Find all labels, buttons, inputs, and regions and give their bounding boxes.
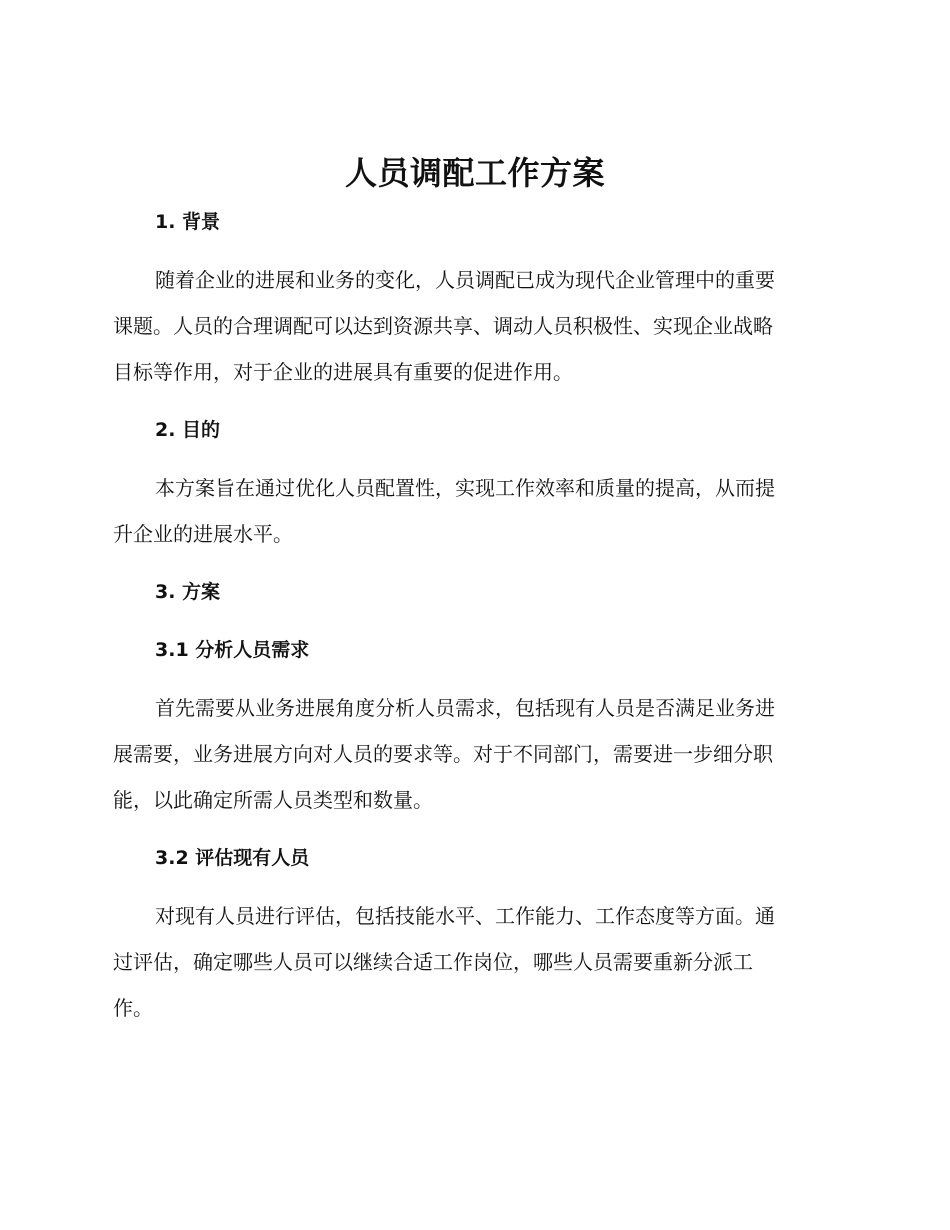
- paragraph-line: 展需要，业务进展方向对人员的要求等。对于不同部门，需要进一步细分职: [113, 742, 773, 766]
- paragraph-line: 能，以此确定所需人员类型和数量。: [113, 788, 433, 812]
- paragraph-line: 升企业的进展水平。: [113, 522, 293, 546]
- paragraph-line: 首先需要从业务进展角度分析人员需求，包括现有人员是否满足业务进: [155, 696, 775, 720]
- paragraph-line: 对现有人员进行评估，包括技能水平、工作能力、工作态度等方面。通: [155, 904, 775, 928]
- paragraph-line: 作。: [113, 996, 153, 1020]
- section-paragraph-background: [113, 257, 833, 395]
- paragraph-line: 目标等作用，对于企业的进展具有重要的促进作用。: [113, 360, 573, 384]
- paragraph-line: 课题。人员的合理调配可以达到资源共享、调动人员积极性、实现企业战略: [113, 314, 773, 338]
- section-heading-background: 1. 背景: [155, 211, 221, 233]
- section-paragraph-evaluate-staff: [113, 893, 833, 1031]
- document-body: [113, 199, 833, 1031]
- paragraph-line: 过评估，确定哪些人员可以继续合适工作岗位，哪些人员需要重新分派工: [113, 950, 753, 974]
- page-title: 人员调配工作方案: [344, 154, 605, 192]
- section-paragraph-analyze-needs: [113, 685, 833, 823]
- section-paragraph-purpose: [113, 465, 833, 557]
- paragraph-line: 随着企业的进展和业务的变化，人员调配已成为现代企业管理中的重要: [155, 268, 775, 292]
- paragraph-line: 本方案旨在通过优化人员配置性，实现工作效率和质量的提高，从而提: [155, 476, 775, 500]
- section-heading-plan: 3. 方案: [155, 581, 221, 603]
- section-heading-analyze-needs: 3.1 分析人员需求: [155, 639, 310, 661]
- section-heading-evaluate-staff: 3.2 评估现有人员: [155, 847, 310, 869]
- section-heading-purpose: 2. 目的: [155, 419, 221, 441]
